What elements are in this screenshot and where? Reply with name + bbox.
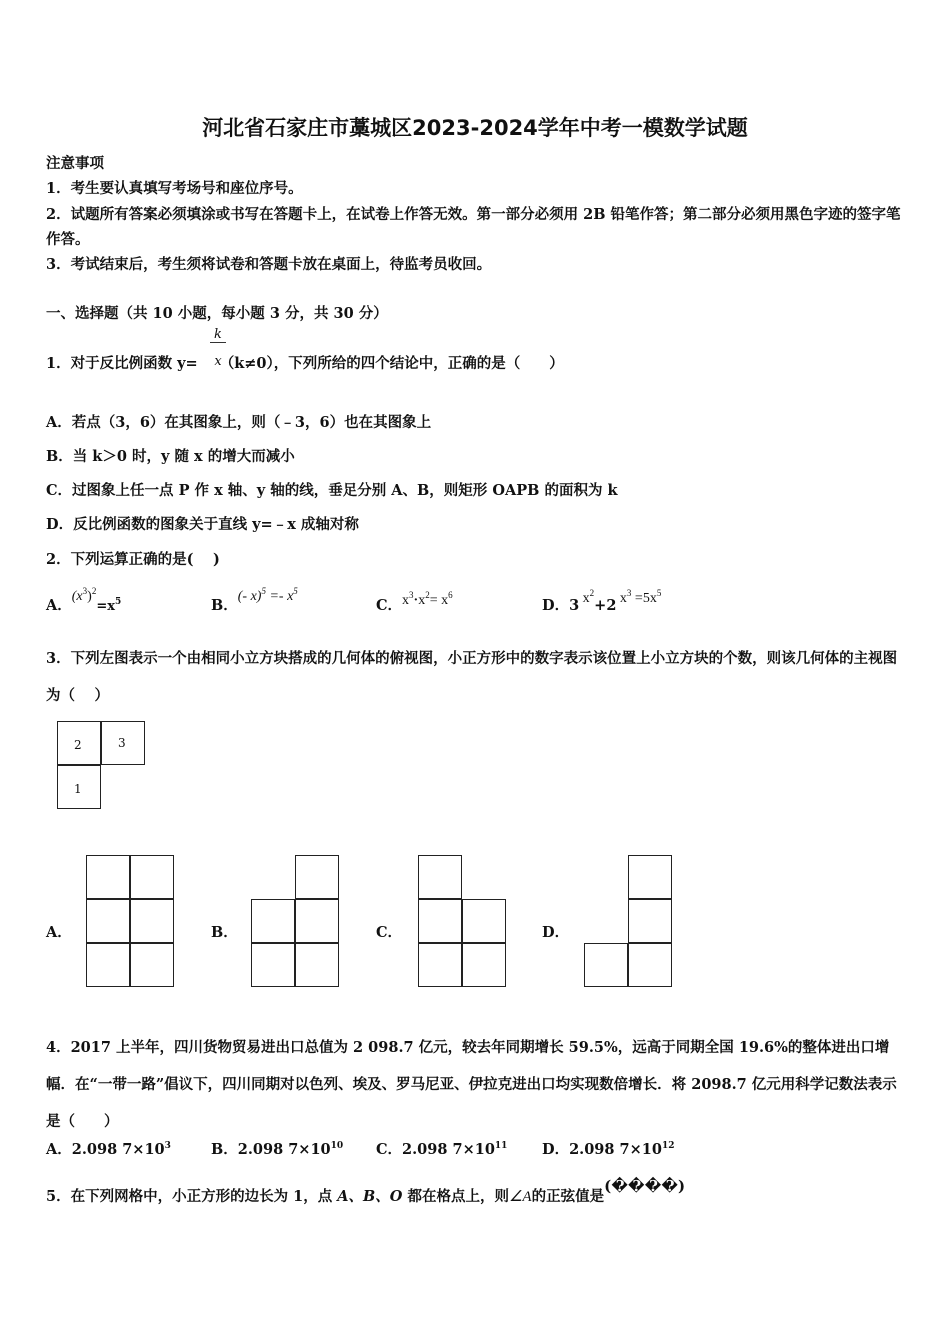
note-item-1: 1．考生要认真填写考场号和座位序号。: [46, 180, 303, 197]
figure-cell: [628, 899, 672, 943]
figure-cell: [130, 855, 174, 899]
figure-cell: [628, 855, 672, 899]
q4-option-c: C．2.098 $7\times 10^{11}$: [376, 1141, 508, 1158]
q1-option-a: A．若点（3，6）在其图象上，则（﹣3，6）也在其图象上: [46, 414, 432, 431]
q2-option-d: D．3 $x^2+2$ $x^3 =5x^5$: [542, 588, 662, 614]
q3-stem: 3．下列左图表示一个由相同小立方块搭成的几何体的俯视图，小正方形中的数字表示该位置上小立方块的个数，则该几何体的主视图为（ ）: [46, 650, 898, 704]
q4-option-d: D．2.098 $7\times 10^{12}$: [542, 1141, 675, 1158]
q4-option-a: A．2.098 $7\times 10^3$: [46, 1141, 171, 1158]
q1-stem-post: （k≠0），下列所给的四个结论中，正确的是（ ）: [219, 355, 564, 372]
figure-cell: [295, 899, 339, 943]
q1-frac-num: k: [210, 327, 226, 343]
figure-cell: [251, 899, 295, 943]
section-heading: 一、选择题（共 10 小题，每小题 3 分，共 30 分）: [46, 305, 388, 322]
figure-cell: [418, 855, 462, 899]
q3-top-view: [57, 721, 147, 811]
q4-stem: 4．2017 上半年，四川货物贸易进出口总值为 2 098.7 亿元，较去年同期增长 59.5%，远高于同期全国 19.6%的整体进出口增幅．在“一带一路”倡议下，四川同期对以色列、埃及、罗马尼亚、伊拉克进出口均实现数倍增长．将 2098.7 亿元用科学记数法表示是（ ）: [46, 1039, 897, 1130]
q1-frac-den: x: [214, 354, 222, 369]
figure-cell: [86, 943, 130, 987]
q2-option-a: A．$(x^3)^2_{=x^5}$: [46, 586, 122, 614]
q1-option-c: C．过图象上任一点 P 作 x 轴、y 轴的线，垂足分别 A、B，则矩形 OAPB 的面积为 k: [46, 482, 618, 499]
q1-option-d: D．反比例函数的图象关于直线 y=﹣x 成轴对称: [46, 516, 359, 533]
figure-cell: [86, 855, 130, 899]
figure-cell: [418, 943, 462, 987]
top-view-cell: 1: [57, 765, 101, 809]
figure-cell: [418, 899, 462, 943]
angle-a-symbol: ∠A: [508, 1189, 532, 1205]
q1-option-b: B．当 k＞0 时，y 随 x 的增大而减小: [46, 448, 295, 465]
q5-stem: 5．在下列网格中，小正方形的边长为 1，点 A、B、O 都在格点上，则∠A的正弦值是(����): [46, 1177, 686, 1205]
note-item-3: 3．考试结束后，考生须将试卷和答题卡放在桌面上，待监考员收回。: [46, 256, 492, 273]
top-view-cell: 2: [57, 721, 101, 765]
q2-option-b: B．(- $x)^5 =- x^5$: [211, 586, 298, 614]
figure-cell: [130, 943, 174, 987]
q3-option-d-label: D．: [542, 924, 570, 941]
q1-stem-pre: 1．对于反比例函数 y=: [46, 355, 198, 372]
figure-cell: [295, 855, 339, 899]
figure-cell: [86, 899, 130, 943]
q3-option-a-label: A．: [46, 924, 72, 941]
figure-cell: [462, 899, 506, 943]
notes-heading: 注意事项: [46, 155, 104, 172]
figure-cell: [584, 943, 628, 987]
q5-answer-paren: (����): [604, 1177, 686, 1195]
q2-stem: 2．下列运算正确的是( ): [46, 551, 220, 568]
page-title: 河北省石家庄市藁城区2023-2024学年中考一模数学试题: [202, 116, 748, 140]
q3-option-c-label: C．: [376, 924, 403, 941]
q2-option-c: C．$x^3\cdot x^2= x^6$: [376, 590, 453, 614]
figure-cell: [462, 943, 506, 987]
figure-cell: [295, 943, 339, 987]
figure-cell: [251, 943, 295, 987]
note-item-2: 2．试题所有答案必须填涂或书写在答题卡上，在试卷上作答无效。第一部分必须用 2B 铅笔作答；第二部分必须用黑色字迹的签字笔作答。: [46, 206, 901, 248]
figure-cell: [130, 899, 174, 943]
top-view-cell: 3: [101, 721, 145, 765]
figure-cell: [628, 943, 672, 987]
q4-option-b: B．2.098 $7\times 10^{10}$: [211, 1141, 344, 1158]
q1-stem: [46, 352, 564, 373]
q3-option-b-label: B．: [211, 924, 238, 941]
